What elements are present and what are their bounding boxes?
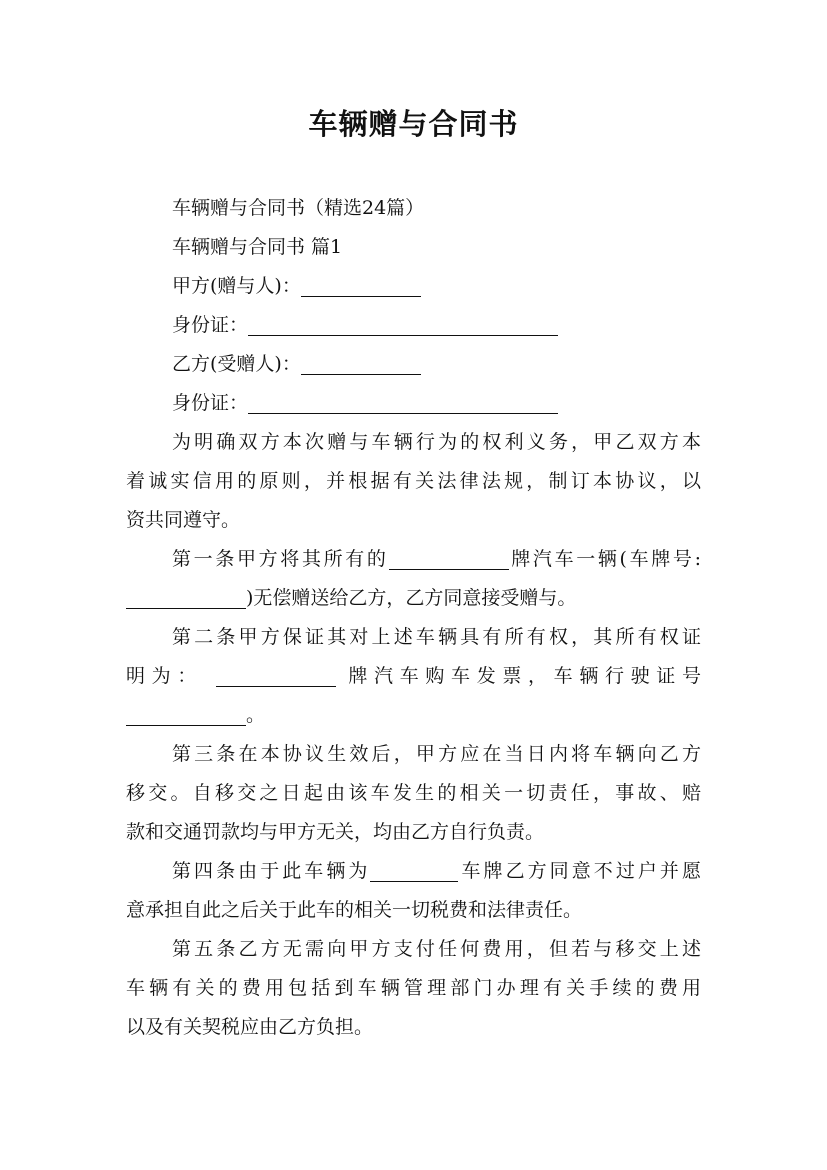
document-title: 车辆赠与合同书: [308, 107, 519, 141]
article3-line: 移交。自移交之日起由该车发生的相关一切责任，事故、赔: [126, 782, 701, 804]
article2-line: [126, 657, 701, 696]
id-line-2: [126, 384, 701, 423]
article1-line: [126, 579, 701, 618]
id-label-2: 身份证：: [172, 392, 249, 414]
id-blank-2: [248, 389, 558, 414]
article4-text: 第四条由于此车辆为: [172, 860, 371, 882]
party-a-label: 甲方(赠与人)：: [172, 275, 301, 297]
article4-line: 意承担自此之后关于此车的相关一切税费和法律责任。: [126, 899, 583, 921]
article2-line: [126, 696, 701, 735]
id-label-1: 身份证：: [172, 314, 249, 336]
article3-line: 第三条在本协议生效后，甲方应在当日内将车辆向乙方: [172, 743, 701, 765]
party-a-line: [126, 267, 701, 306]
article5-line: 车辆有关的费用包括到车辆管理部门办理有关手续的费用: [126, 977, 701, 999]
article2-text: 。: [246, 704, 266, 726]
article1-text: )无偿赠送给乙方，乙方同意接受赠与。: [246, 587, 577, 609]
intro-line: 资共同遵守。: [126, 509, 241, 531]
party-b-line: [126, 345, 701, 384]
article1-text: 第一条甲方将其所有的: [172, 548, 389, 570]
id-blank-1: [248, 311, 558, 336]
document-body: [126, 189, 701, 1047]
party-a-blank: [301, 272, 421, 297]
article5-line: 第五条乙方无需向甲方支付任何费用，但若与移交上述: [172, 938, 701, 960]
article2-text: 牌汽车购车发票，车辆行驶证号: [348, 665, 701, 687]
car-plate-blank: [370, 857, 458, 882]
invoice-brand-blank: [216, 662, 336, 687]
article4-text: 车牌乙方同意不过户并愿: [458, 860, 701, 882]
article5-line: 以及有关契税应由乙方负担。: [126, 1016, 374, 1038]
intro-line: 着诚实信用的原则，并根据有关法律法规，制订本协议，以: [126, 470, 701, 492]
article3-line: 款和交通罚款均与甲方无关，均由乙方自行负责。: [126, 821, 545, 843]
intro-line: 为明确双方本次赠与车辆行为的权利义务，甲乙双方本: [172, 431, 701, 453]
article2-text: 明为：: [126, 665, 203, 687]
subtitle: 车辆赠与合同书（精选24篇）: [172, 197, 425, 219]
article1-text: 牌汽车一辆(车牌号:: [508, 548, 701, 570]
article1-line: [126, 540, 701, 579]
brand-blank: [389, 545, 509, 570]
article4-line: [126, 852, 701, 891]
article2-line: 第二条甲方保证其对上述车辆具有所有权，其所有权证: [172, 626, 701, 648]
id-line-1: [126, 306, 701, 345]
party-b-blank: [301, 350, 421, 375]
license-blank: [126, 701, 246, 726]
party-b-label: 乙方(受赠人)：: [172, 353, 301, 375]
section-heading: 车辆赠与合同书 篇1: [172, 236, 343, 258]
plate-blank: [126, 584, 246, 609]
